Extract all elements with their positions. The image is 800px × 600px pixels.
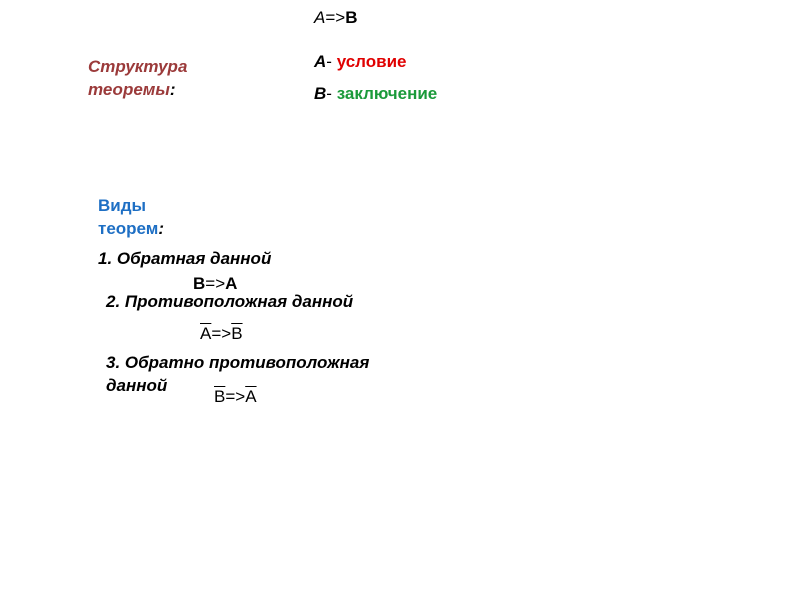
conclusion-word: заключение <box>336 84 438 103</box>
condition-word: условие <box>336 52 407 71</box>
implication-formula <box>314 8 357 28</box>
types-heading-colon: : <box>158 219 165 238</box>
types-heading <box>98 194 164 240</box>
theorem-type-3-a: $\overline{B}$ <box>214 387 226 406</box>
condition-letter: A <box>314 52 327 71</box>
structure-label <box>88 55 187 101</box>
condition-dash: - <box>326 52 332 71</box>
implication-a: A <box>314 8 326 27</box>
conclusion-line <box>314 84 437 104</box>
types-heading-line2-wrap <box>98 217 164 240</box>
theorem-type-3-label-line2: данной <box>106 376 168 395</box>
structure-line2-wrap <box>88 78 187 101</box>
theorem-type-3-op: => <box>225 387 246 406</box>
theorem-type-1-label: 1. Обратная данной <box>98 249 272 268</box>
conclusion-dash: - <box>326 84 332 103</box>
theorem-type-3-label-line1: 3. Обратно противоположная <box>106 353 370 372</box>
theorem-type-3-b: $\overline{A}$ <box>245 387 257 406</box>
structure-colon: : <box>169 80 176 99</box>
implication-op: => <box>325 8 346 27</box>
structure-line2: теоремы <box>88 80 170 99</box>
theorem-type-1-op: => <box>205 274 226 293</box>
theorem-type-2-a: $\overline{A}$ <box>200 324 212 343</box>
theorem-type-2-formula <box>200 324 243 344</box>
types-heading-line2: теорем <box>98 219 159 238</box>
theorem-type-2-b: $\overline{B}$ <box>231 324 243 343</box>
theorem-type-2-op: => <box>211 324 232 343</box>
theorem-type-2-label: 2. Противоположная данной <box>106 292 354 311</box>
theorem-type-1-formula <box>193 274 237 294</box>
condition-line <box>314 52 407 72</box>
types-heading-line1: Виды <box>98 196 147 215</box>
implication-b: B <box>345 8 358 27</box>
conclusion-letter: B <box>314 84 327 103</box>
theorem-type-1-a: B <box>193 274 206 293</box>
structure-word: Структура <box>88 57 188 76</box>
theorem-type-1-b: A <box>225 274 238 293</box>
theorem-type-3-formula <box>214 387 257 407</box>
